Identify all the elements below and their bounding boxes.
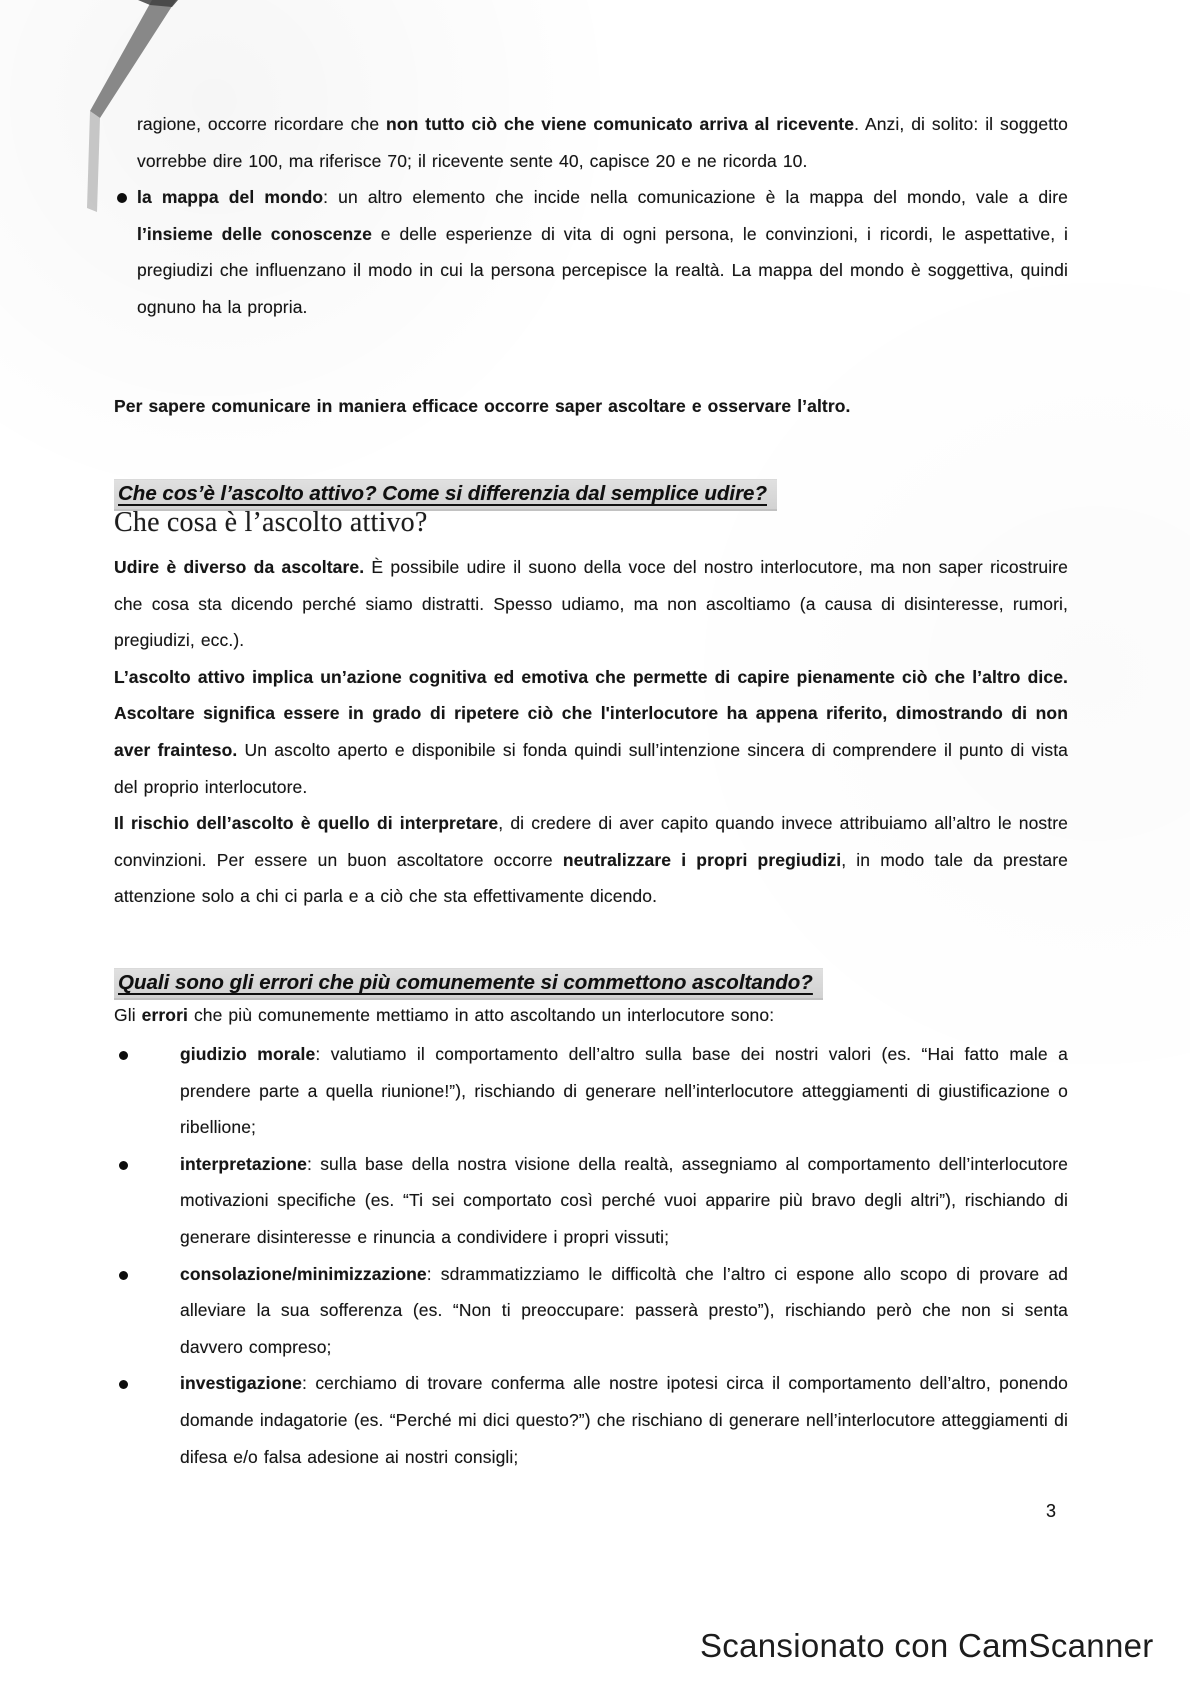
page-number: 3 <box>1045 1501 1056 1521</box>
error-description: : sulla base della nostra visione della realtà, assegniamo al comportamento dell’interlocutore motivazioni specifiche (es. “Ti sei comportato così perché vuoi apparire più bravo degli altri”), rischiando di generare disinteresse e rinuncia a condividere i propri vissuti; <box>180 1153 1068 1247</box>
error-term: investigazione <box>180 1373 302 1394</box>
text-run-bold: Il rischio dell’ascolto è quello di interpretare <box>114 813 499 834</box>
text-run-bold: L’ascolto attivo implica un’azione cognitiva ed emotiva che permette di capire pienamente ciò che l’altro dice. Ascoltare significa essere in grado di ripetere ciò che l'interlocutore ha appena riferito, dimostrando di non aver frainteso. <box>114 666 1068 760</box>
text-run: È possibile udire il suono della voce del nostro interlocutore, ma non saper ricostruire che cosa sta dicendo perché siamo distratti. Spesso udiamo, ma non ascoltiamo (a causa di disinteresse, rumori, pregiudizi, ecc.). <box>114 557 1068 651</box>
bullet-icon <box>117 193 127 203</box>
text-run: ragione, occorre ricordare che <box>137 114 387 134</box>
subheading-che-cosa-ascolto-attivo: Che cosa è l’ascolto attivo? <box>114 507 428 538</box>
error-description: : sdrammatizziamo le difficoltà che l’altro ci espone allo scopo di provare ad alleviare la sua sofferenza (es. “Non ti preoccupare: passerà presto”), rischiando però che non si senta davvero compreso; <box>180 1263 1068 1357</box>
text-run: Un ascolto aperto e disponibile si fonda quindi sull’intenzione sincera di comprendere il punto di vista del proprio interlocutore. <box>114 739 1069 797</box>
bullet-icon <box>119 1051 128 1060</box>
paragraph-rischio-ascolto <box>114 805 1068 915</box>
highlighted-heading-ascolto-attivo: Che cos’è l’ascolto attivo? Come si differenzia dal semplice udire? <box>114 480 777 509</box>
error-term: consolazione/minimizzazione <box>180 1263 427 1284</box>
paragraph-continuation <box>114 106 1068 179</box>
text-run: che più comunemente mettiamo in atto ascoltando un interlocutore sono: <box>187 1005 775 1025</box>
list-item-investigazione <box>114 1365 1068 1475</box>
list-item-interpretazione <box>114 1146 1068 1256</box>
bullet-icon <box>119 1161 128 1170</box>
text-run: e delle esperienze di vita di ogni persona, le convinzioni, i ricordi, le aspettative, i pregiudizi che influenzano il modo in cui la persona percepisce la realtà. La mappa del mondo è soggettiva, quindi ognuno ha la propria. <box>137 223 1068 317</box>
text-run: , in modo tale da prestare attenzione solo a chi ci parla e a ciò che sta effettivamente dicendo. <box>114 849 1068 907</box>
paragraph-errori-intro <box>114 997 1068 1034</box>
statement-line: Per sapere comunicare in maniera efficace occorre saper ascoltare e osservare l’altro. <box>114 396 851 416</box>
text-run: , di credere di aver capito quando invece attribuiamo all’altro le nostre convinzioni. Per essere un buon ascoltatore occorre <box>114 813 1069 870</box>
text-run-bold: Udire è diverso da ascoltare. <box>114 557 365 577</box>
text-run-bold: neutralizzare i propri pregiudizi <box>562 849 842 870</box>
error-description: : valutiamo il comportamento dell’altro sulla base dei nostri valori (es. “Hai fatto male a prendere parte a quella riunione!”), rischiando di generare nell’interlocutore atteggiamenti di giustificazione o ribellione; <box>180 1044 1068 1138</box>
main-text-block <box>114 549 1068 915</box>
paragraph-udire <box>114 549 1068 659</box>
text-run-bold: non tutto ciò che viene comunicato arriva al ricevente <box>386 114 855 134</box>
error-term: giudizio morale <box>180 1044 316 1064</box>
bullet-icon <box>119 1380 128 1389</box>
error-description: : cerchiamo di trovare conferma alle nostre ipotesi circa il comportamento dell’altro, ponendo domande indagatorie (es. “Perché mi dici questo?”) che rischiano di generare nell’interlocutore atteggiamenti di difesa e/o falsa adesione ai nostri consigli; <box>180 1373 1068 1467</box>
text-run-bold: la mappa del mondo <box>137 187 324 208</box>
list-item-mappa-del-mondo <box>114 179 1068 325</box>
camscanner-watermark: Scansionato con CamScanner <box>700 1627 1154 1664</box>
text-run: . Anzi, di solito: il soggetto vorrebbe dire 100, ma riferisce 70; il ricevente sente 40, capisce 20 e ne ricorda 10. <box>137 114 1068 171</box>
text-run-bold: l’insieme delle conoscenze <box>137 223 372 244</box>
list-item-giudizio-morale <box>114 1036 1068 1146</box>
errors-list <box>114 1036 1068 1475</box>
intro-list <box>114 106 1068 326</box>
text-run: Gli <box>114 1005 142 1025</box>
bullet-icon <box>119 1271 128 1280</box>
text-run: : un altro elemento che incide nella comunicazione è la mappa del mondo, vale a dire <box>323 187 1068 208</box>
list-item-consolazione-minimizzazione <box>114 1256 1068 1366</box>
text-run-bold: errori <box>141 1005 188 1025</box>
highlighted-heading-errori: Quali sono gli errori che più comunemente si commettono ascoltando? <box>114 969 823 998</box>
paragraph-ascolto-attivo <box>114 659 1068 805</box>
error-term: interpretazione <box>180 1153 307 1174</box>
